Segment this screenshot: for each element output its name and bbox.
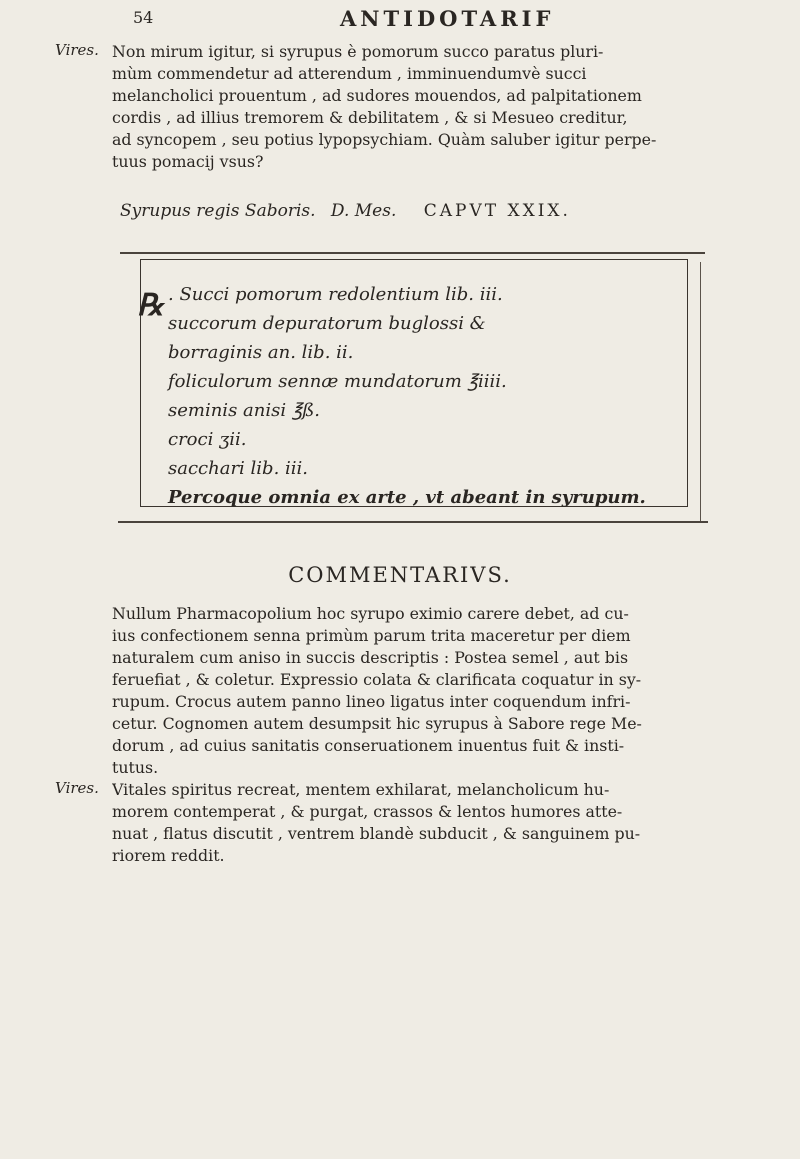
- commentary-title: COMMENTARIVS.: [288, 563, 512, 587]
- commentary-paragraph: [112, 603, 682, 779]
- recipe-symbol: ℞: [137, 288, 164, 323]
- text-line: Non mirum igitur, si syrupus è pomorum succo paratus pluri-: [112, 42, 604, 61]
- box-rule-bottom: [118, 521, 708, 523]
- recipe-line: foliculorum sennæ mundatorum ℥iiii.: [168, 371, 507, 392]
- text-line: dorum , ad cuius sanitatis conseruationem inuentus fuit & insti-: [112, 736, 625, 755]
- text-line: morem contemperat , & purgat, crassos & lentos humores atte-: [112, 802, 623, 821]
- page-number: 54: [133, 8, 154, 27]
- text-line: feruefiat , & coletur. Expressio colata & clarificata coquatur in sy-: [112, 670, 642, 689]
- running-head: ANTIDOTARIF: [340, 6, 555, 31]
- text-line: cordis , ad illius tremorem & debilitatem , & si Mesueo creditur,: [112, 108, 628, 127]
- recipe-list: [168, 280, 688, 512]
- intro-paragraph: [112, 41, 682, 173]
- recipe-line: Percoque omnia ex arte , vt abeant in syrupum.: [168, 487, 646, 508]
- recipe-line: . Succi pomorum redolentium lib. iii.: [168, 284, 503, 305]
- vires-paragraph: [112, 779, 682, 867]
- margin-note-vires: Vires.: [55, 779, 99, 797]
- text-line: nuat , flatus discutit , ventrem blandè subducit , & sanguinem pu-: [112, 824, 641, 843]
- recipe-line: croci ʒii.: [168, 429, 247, 450]
- text-line: mùm commendetur ad atterendum , imminuendumvè succi: [112, 64, 587, 83]
- text-line: Nullum Pharmacopolium hoc syrupo eximio carere debet, ad cu-: [112, 604, 629, 623]
- margin-note-vires: Vires.: [55, 41, 99, 59]
- text-line: riorem reddit.: [112, 846, 225, 865]
- text-line: tuus pomacij vsus?: [112, 152, 264, 171]
- text-line: tutus.: [112, 758, 159, 777]
- text-line: ad syncopem , seu potius lypopsychiam. Quàm saluber igitur perpe-: [112, 130, 657, 149]
- recipe-line: borraginis an. lib. ii.: [168, 342, 354, 363]
- text-line: cetur. Cognomen autem desumpsit hic syrupus à Sabore rege Me-: [112, 714, 642, 733]
- chapter-title: [120, 201, 680, 221]
- text-line: Vitales spiritus recreat, mentem exhilarat, melancholicum hu-: [112, 780, 610, 799]
- recipe-line: succorum depuratorum buglossi &: [168, 313, 486, 334]
- page-header: [0, 6, 800, 32]
- text-line: ius confectionem senna primùm parum trita maceretur per diem: [112, 626, 631, 645]
- recipe-line: sacchari lib. iii.: [168, 458, 309, 479]
- box-rule-top: [120, 252, 705, 254]
- chapter-number: CAPVT XXIX.: [423, 201, 571, 221]
- syrup-name: Syrupus regis Saboris.: [120, 201, 316, 221]
- text-line: rupum. Crocus autem panno lineo ligatus inter coquendum infri-: [112, 692, 631, 711]
- recipe-line: seminis anisi ℥ß.: [168, 400, 320, 421]
- box-rule-right: [700, 262, 701, 522]
- text-line: melancholici prouentum , ad sudores mouendos, ad palpitationem: [112, 86, 642, 105]
- author-reference: D. Mes.: [330, 201, 397, 221]
- text-line: naturalem cum aniso in succis descriptis : Postea semel , aut bis: [112, 648, 629, 667]
